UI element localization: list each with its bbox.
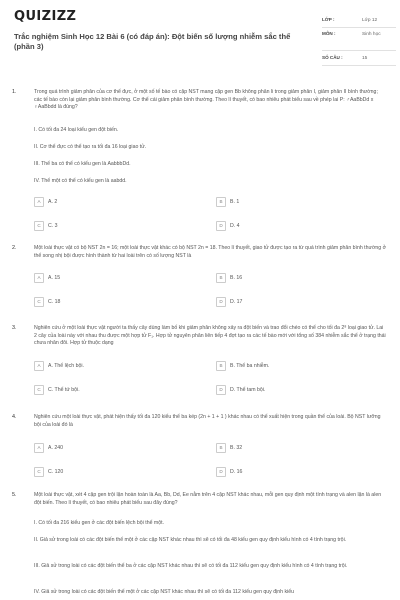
option-text: D. 16 [230, 469, 243, 475]
question-number: 5. [12, 492, 17, 498]
option-text: C. Thể tứ bội. [48, 387, 80, 393]
question-text: Nghiên cứu ở một loài thực vật người ta thấy cây dùng làm bố khi giảm phân không xảy ra đột biến và trao đổi chéo có thể cho tối đa 2⁸ loại giao tử. Lai 2 cây của loài này với nhau thu được một hợp tử F₁. Hợp tử nguyên phân liên tiếp 4 đợt tạo ra các tế bào mới với tổng số 384 nhiễm sắc thể ở trạng thái chưa nhân đôi. Hợp tử thuộc dạng [34, 325, 386, 347]
option-c[interactable] [34, 466, 174, 478]
question-text: Nghiên cứu một loài thực vật, phát hiện thấy tối đa 120 kiểu thể ba kép (2n + 1 + 1 ) khác nhau có thể xuất hiện trong quần thể của loài. Bộ NST lưỡng bội của loài đó là [34, 414, 381, 428]
option-c[interactable] [34, 384, 174, 396]
option-text: C. 120 [48, 469, 64, 475]
option-letter-box: C [34, 385, 44, 395]
option-text: C. 3 [48, 223, 58, 229]
quizizz-logo: QUIZIZZ [14, 9, 77, 24]
option-b[interactable] [216, 360, 356, 372]
question-number: 3. [12, 325, 17, 331]
option-letter-box: D [216, 467, 226, 477]
option-a[interactable] [34, 272, 174, 284]
option-letter-box: D [216, 297, 226, 307]
option-b[interactable] [216, 442, 356, 454]
option-c[interactable] [34, 220, 174, 232]
statement: IV. Giả sử trong loài có các đột biến thể một ở các cặp NST khác nhau thì sẽ có tối đa 112 kiểu gen quy định kiểu [34, 589, 294, 595]
option-d[interactable] [216, 384, 356, 396]
statement: I. Có tối đa 24 loại kiểu gen đột biến. [34, 127, 119, 133]
option-text: C. 18 [48, 299, 61, 305]
option-text: A. 240 [48, 445, 63, 451]
option-letter-box: A [34, 273, 44, 283]
question-number: 1. [12, 89, 17, 95]
question-text: Một loài thực vật, xét 4 cặp gen trội lặn hoàn toàn là Aa, Bb, Dd, Ee nằm trên 4 cặp NST khác nhau, mỗi gen quy định một tính trạng và alen lặn là alen đột biến. Theo lí thuyết, có bao nhiêu phát biểu sau đây đúng? [34, 492, 382, 506]
option-text: A. Thể lệch bội. [48, 363, 84, 369]
option-text: A. 2 [48, 199, 58, 205]
option-d[interactable] [216, 296, 356, 308]
option-text: D. 4 [230, 223, 240, 229]
meta-class-row [322, 17, 396, 28]
statement: II. Cơ thể đực có thể tạo ra tối đa 16 loại giao tử. [34, 144, 147, 150]
subject-value: Sinh học [362, 32, 381, 37]
option-text: B. 1 [230, 199, 240, 205]
count-value: 15 [362, 56, 368, 61]
option-letter-box: A [34, 197, 44, 207]
option-letter-box: C [34, 467, 44, 477]
option-a[interactable] [34, 442, 174, 454]
option-letter-box: B [216, 361, 226, 371]
option-letter-box: B [216, 197, 226, 207]
option-text: D. 17 [230, 299, 243, 305]
option-text: B. 16 [230, 275, 243, 281]
option-text: B. Thể ba nhiễm. [230, 363, 270, 369]
count-label: SỐ CÂU : [322, 55, 343, 60]
option-text: A. 15 [48, 275, 61, 281]
option-letter-box: D [216, 221, 226, 231]
option-a[interactable] [34, 360, 174, 372]
document-title: Trắc nghiệm Sinh Học 12 Bài 6 (có đáp án): Đột biến số lượng nhiễm sắc thể (phần 3) [14, 32, 291, 51]
statement: II. Giả sử trong loài có các đột biến thể một ở các cặp NST khác nhau thì sẽ có tối đa 48 kiểu gen quy định kiểu hình có 4 tính trạng trội. [34, 537, 347, 543]
option-c[interactable] [34, 296, 174, 308]
option-b[interactable] [216, 196, 356, 208]
meta-count-row [322, 55, 396, 66]
question-number: 4. [12, 414, 17, 420]
question-text: Trong quá trình giảm phân của cơ thể đực, ở một số tế bào có cặp NST mang cặp gen Bb không phân li trong giảm phân I, giảm phân II bình thường; các tế bào còn lại giảm phân bình thường. Cơ thể cái giảm phân bình thường. Theo lí thuyết, có bao nhiêu phát biểu sau về phép lai P: ♂AaBbDd x ♀AaBbdd là đúng? [34, 89, 378, 111]
class-label: LỚP : [322, 17, 335, 22]
statement: III. Giả sử trong loài có các đột biến thể ba ở các cặp NST khác nhau thì sẽ có tối đa 112 kiểu gen quy định kiểu hình có 4 tính trạng trội. [34, 563, 348, 569]
option-b[interactable] [216, 272, 356, 284]
statement: III. Thể ba có thể có kiểu gen là AabbbDd. [34, 161, 131, 167]
option-letter-box: C [34, 221, 44, 231]
option-letter-box: A [34, 443, 44, 453]
class-value: Lớp 12 [362, 18, 378, 23]
statement: I. Có tối đa 216 kiểu gen ở các đột biến lệch bội thể một. [34, 520, 164, 526]
option-letter-box: D [216, 385, 226, 395]
option-letter-box: B [216, 273, 226, 283]
meta-subject-row [322, 31, 396, 51]
statement: IV. Thể một có thể có kiểu gen là aabdd. [34, 178, 127, 184]
option-text: D. Thể tam bội. [230, 387, 266, 393]
option-letter-box: A [34, 361, 44, 371]
page-header [0, 0, 400, 76]
option-letter-box: B [216, 443, 226, 453]
option-text: B. 32 [230, 445, 243, 451]
option-a[interactable] [34, 196, 174, 208]
option-letter-box: C [34, 297, 44, 307]
subject-label: MÔN : [322, 31, 336, 36]
option-d[interactable] [216, 466, 356, 478]
option-d[interactable] [216, 220, 356, 232]
question-text: Một loài thực vật có bộ NST 2n = 16; một loài thực vật khác có bộ NST 2n = 18. Theo lí thuyết, giao tử được tạo ra từ quá trình giảm phân bình thường ở thể song nhị bội được hình thành từ hai loài trên có số lượng NST là [34, 245, 386, 259]
question-number: 2. [12, 245, 17, 251]
